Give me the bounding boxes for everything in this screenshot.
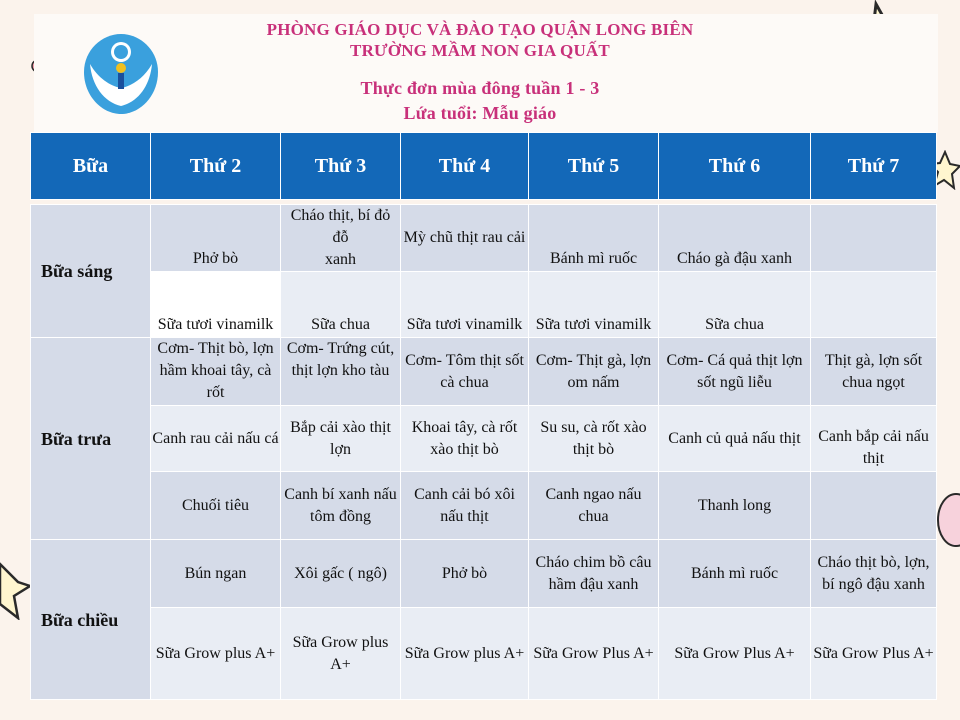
menu-cell: Sữa Grow plus A+ xyxy=(151,608,281,700)
table-row xyxy=(31,608,937,700)
menu-cell: Su su, cà rốt xào thịt bò xyxy=(529,406,659,472)
menu-cell: Thịt gà, lợn sốt chua ngọt xyxy=(811,338,937,406)
menu-cell xyxy=(811,472,937,540)
table-row xyxy=(31,406,937,472)
menu-table xyxy=(30,132,937,700)
menu-cell: Sữa tươi vinamilk xyxy=(401,272,529,338)
menu-cell: Sữa Grow Plus A+ xyxy=(529,608,659,700)
menu-cell: Canh ngao nấu chua xyxy=(529,472,659,540)
menu-cell: Canh bắp cải nấu thịt xyxy=(811,406,937,472)
menu-cell: Phở bò xyxy=(401,540,529,608)
menu-cell: Sữa Grow Plus A+ xyxy=(659,608,811,700)
menu-cell: Canh bí xanh nấu tôm đồng xyxy=(281,472,401,540)
menu-cell: Sữa Grow plus A+ xyxy=(281,608,401,700)
menu-cell: Sữa chua xyxy=(659,272,811,338)
menu-title: Thực đơn mùa đông tuần 1 - 3 xyxy=(360,78,600,98)
menu-cell: Cơm- Thịt gà, lợn om nấm xyxy=(529,338,659,406)
menu-cell: Sữa tươi vinamilk xyxy=(529,272,659,338)
age-group: Lứa tuổi: Mẫu giáo xyxy=(403,103,557,123)
meal-label-afternoon: Bữa chiều xyxy=(31,540,151,700)
menu-cell: Bánh mì ruốc xyxy=(659,540,811,608)
table-header-row xyxy=(31,133,937,200)
menu-cell: Bún ngan xyxy=(151,540,281,608)
menu-cell: Sữa Grow plus A+ xyxy=(401,608,529,700)
menu-cell: Cơm- Trứng cút, thịt lợn kho tàu xyxy=(281,338,401,406)
menu-cell: Canh củ quả nấu thịt xyxy=(659,406,811,472)
menu-cell xyxy=(811,205,937,272)
menu-cell: Cháo gà đậu xanh xyxy=(659,205,811,272)
table-row xyxy=(31,540,937,608)
menu-cell: Cơm- Cá quả thịt lợn sốt ngũ liễu xyxy=(659,338,811,406)
meal-label-breakfast: Bữa sáng xyxy=(31,205,151,338)
menu-cell: Mỳ chũ thịt rau cải xyxy=(401,205,529,272)
menu-cell: Canh rau cải nấu cá xyxy=(151,406,281,472)
star-decoration-icon xyxy=(0,560,32,620)
menu-cell: Cơm- Thịt bò, lợn hầm khoai tây, cà rốt xyxy=(151,338,281,406)
menu-cell: Khoai tây, cà rốt xào thịt bò xyxy=(401,406,529,472)
menu-cell: Cháo thịt bò, lợn, bí ngô đậu xanh xyxy=(811,540,937,608)
menu-cell: Cháo chim bồ câu hầm đậu xanh xyxy=(529,540,659,608)
menu-cell: Sữa chua xyxy=(281,272,401,338)
menu-cell: Bắp cải xào thịt lợn xyxy=(281,406,401,472)
column-header: Thứ 5 xyxy=(529,133,659,200)
menu-cell: Chuối tiêu xyxy=(151,472,281,540)
column-header: Bữa xyxy=(31,133,151,200)
menu-cell: Phở bò xyxy=(151,205,281,272)
column-header: Thứ 4 xyxy=(401,133,529,200)
column-header: Thứ 7 xyxy=(811,133,937,200)
menu-cell: Sữa Grow Plus A+ xyxy=(811,608,937,700)
menu-cell: Cơm- Tôm thịt sốt cà chua xyxy=(401,338,529,406)
column-header: Thứ 6 xyxy=(659,133,811,200)
menu-cell: Canh cải bó xôi nấu thịt xyxy=(401,472,529,540)
menu-cell: Thanh long xyxy=(659,472,811,540)
column-header: Thứ 3 xyxy=(281,133,401,200)
menu-cell: Xôi gấc ( ngô) xyxy=(281,540,401,608)
table-row xyxy=(31,272,937,338)
table-row xyxy=(31,338,937,406)
table-row xyxy=(31,205,937,272)
menu-cell: Bánh mì ruốc xyxy=(529,205,659,272)
column-header: Thứ 2 xyxy=(151,133,281,200)
meal-label-lunch: Bữa trưa xyxy=(31,338,151,540)
school-name: TRƯỜNG MẦM NON GIA QUẤT xyxy=(350,41,610,60)
menu-cell: Cháo thịt, bí đỏ đỗ xanh xyxy=(281,205,401,272)
menu-cell: Sữa tươi vinamilk xyxy=(151,272,281,338)
department-title: PHÒNG GIÁO DỤC VÀ ĐÀO TẠO QUẬN LONG BIÊN xyxy=(266,20,694,39)
table-row xyxy=(31,472,937,540)
menu-cell xyxy=(811,272,937,338)
